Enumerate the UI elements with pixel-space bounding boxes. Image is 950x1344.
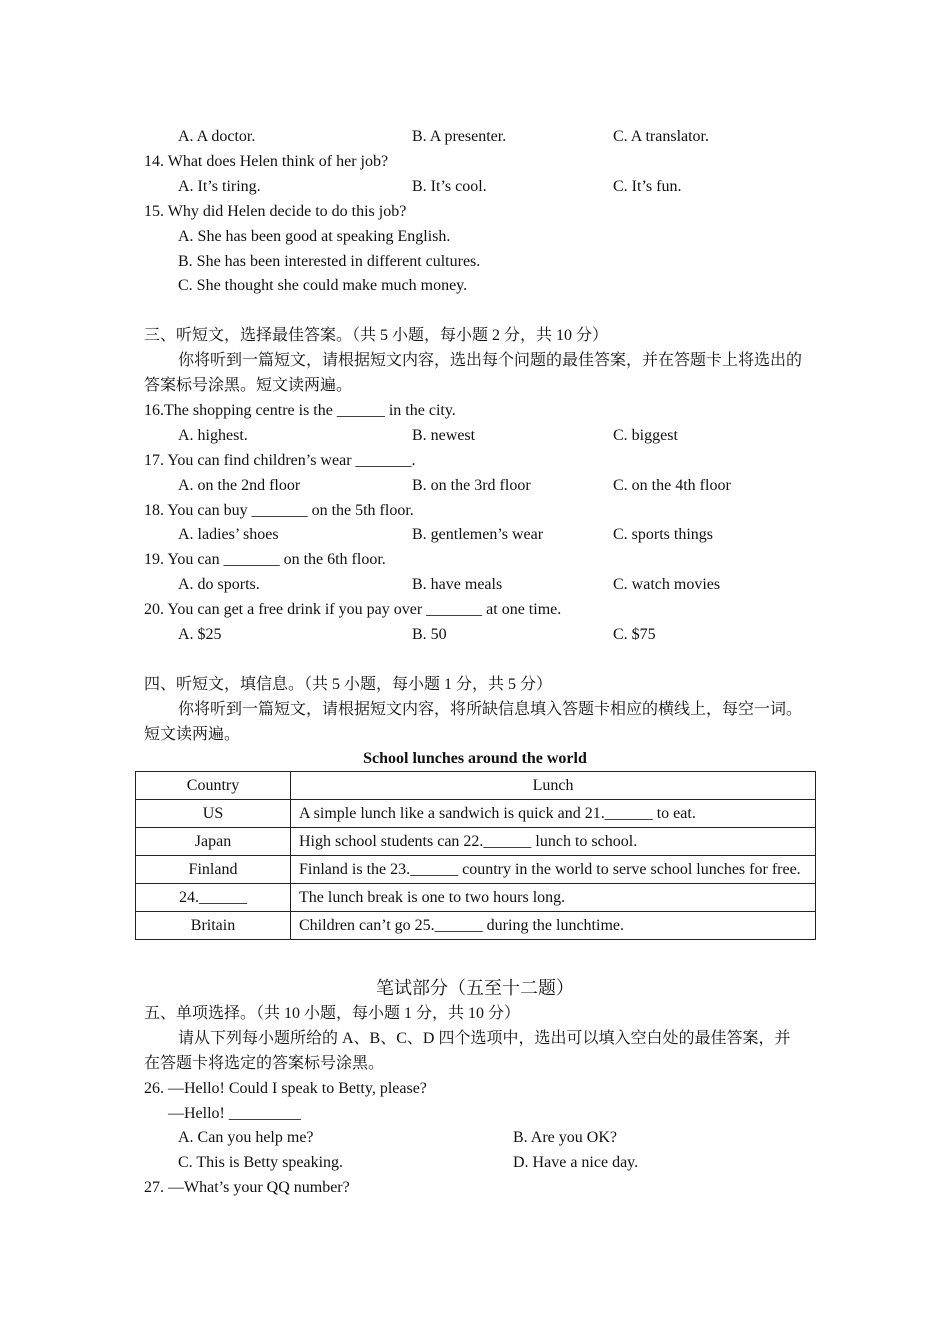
q20-option-b: B. 50 xyxy=(412,626,447,643)
q26-option-c: C. This is Betty speaking. xyxy=(178,1154,344,1171)
q26-option-b: B. Are you OK? xyxy=(513,1129,617,1146)
section3-title: 三、听短文，选择最佳答案。（共 5 小题，每小题 2 分，共 10 分） xyxy=(144,327,609,344)
lunch-cell: Finland is the 23.______ country in the world to serve school lunches for free. xyxy=(291,856,816,884)
lunch-cell: Children can’t go 25.______ during the lunchtime. xyxy=(291,912,816,940)
table-row xyxy=(136,912,816,940)
q16-option-c: C. biggest xyxy=(613,427,678,444)
header-country: Country xyxy=(136,772,291,800)
q13-option-b: B. A presenter. xyxy=(412,128,507,145)
country-cell: 24.______ xyxy=(136,884,291,912)
country-cell: Britain xyxy=(136,912,291,940)
q18-option-b: B. gentlemen’s wear xyxy=(412,526,544,543)
q16-option-b: B. newest xyxy=(412,427,476,444)
lunch-cell: The lunch break is one to two hours long. xyxy=(291,884,816,912)
q19-option-b: B. have meals xyxy=(412,576,503,593)
q18-option-a: A. ladies’ shoes xyxy=(178,526,279,543)
q17-option-c: C. on the 4th floor xyxy=(613,477,731,494)
section5-title: 五、单项选择。（共 10 小题，每小题 1 分，共 10 分） xyxy=(144,1005,521,1022)
q18-question: 18. You can buy _______ on the 5th floor. xyxy=(144,502,414,519)
country-cell: Finland xyxy=(136,856,291,884)
section5-instructions: 请从下列每小题所给的 A、B、C、D 四个选项中，选出可以填入空白处的最佳答案，并在答题卡将选定的答案标号涂黑。 xyxy=(144,1030,791,1072)
table-row xyxy=(136,856,816,884)
table-row xyxy=(136,884,816,912)
table-header-row xyxy=(136,772,816,800)
q14-option-a: A. It’s tiring. xyxy=(178,178,261,195)
written-part-heading: 笔试部分（五至十二题） xyxy=(376,978,574,998)
q15-option-b: B. She has been interested in different cultures. xyxy=(178,253,481,270)
q20-option-a: A. $25 xyxy=(178,626,222,643)
q14-question: 14. What does Helen think of her job? xyxy=(144,153,389,170)
q26-option-a: A. Can you help me? xyxy=(178,1129,314,1146)
q19-question: 19. You can _______ on the 6th floor. xyxy=(144,551,386,568)
table-row xyxy=(136,800,816,828)
q13-option-a: A. A doctor. xyxy=(178,128,256,145)
country-cell: US xyxy=(136,800,291,828)
q18-option-c: C. sports things xyxy=(613,526,714,543)
q15-option-a: A. She has been good at speaking English. xyxy=(178,228,451,245)
q20-option-c: C. $75 xyxy=(613,626,656,643)
section3-instructions: 你将听到一篇短文，请根据短文内容，选出每个问题的最佳答案，并在答题卡上将选出的答案标号涂黑。短文读两遍。 xyxy=(144,352,803,394)
q26-line2: —Hello! _________ xyxy=(168,1105,301,1122)
q26-option-d: D. Have a nice day. xyxy=(513,1154,639,1171)
table-caption: School lunches around the world xyxy=(363,750,587,767)
q14-option-b: B. It’s cool. xyxy=(412,178,487,195)
q27-line1: 27. —What’s your QQ number? xyxy=(144,1179,350,1196)
q17-option-b: B. on the 3rd floor xyxy=(412,477,531,494)
q19-option-c: C. watch movies xyxy=(613,576,721,593)
table-row xyxy=(136,828,816,856)
q16-option-a: A. highest. xyxy=(178,427,248,444)
q15-question: 15. Why did Helen decide to do this job? xyxy=(144,203,407,220)
q19-option-a: A. do sports. xyxy=(178,576,260,593)
lunch-cell: A simple lunch like a sandwich is quick and 21.______ to eat. xyxy=(291,800,816,828)
country-cell: Japan xyxy=(136,828,291,856)
q15-option-c: C. She thought she could make much money. xyxy=(178,277,468,294)
section4-title: 四、听短文，填信息。（共 5 小题，每小题 1 分，共 5 分） xyxy=(144,676,553,693)
school-lunches-table xyxy=(135,771,816,940)
q17-question: 17. You can find children’s wear _______. xyxy=(144,452,416,469)
q26-line1: 26. —Hello! Could I speak to Betty, please? xyxy=(144,1080,427,1097)
section4-instructions: 你将听到一篇短文，请根据短文内容，将所缺信息填入答题卡相应的横线上，每空一词。短文读两遍。 xyxy=(144,701,803,743)
q17-option-a: A. on the 2nd floor xyxy=(178,477,301,494)
q14-option-c: C. It’s fun. xyxy=(613,178,682,195)
q16-question: 16.The shopping centre is the ______ in the city. xyxy=(144,402,456,419)
header-lunch: Lunch xyxy=(291,772,816,800)
lunch-cell: High school students can 22.______ lunch to school. xyxy=(291,828,816,856)
q20-question: 20. You can get a free drink if you pay over _______ at one time. xyxy=(144,601,562,618)
q13-option-c: C. A translator. xyxy=(613,128,709,145)
